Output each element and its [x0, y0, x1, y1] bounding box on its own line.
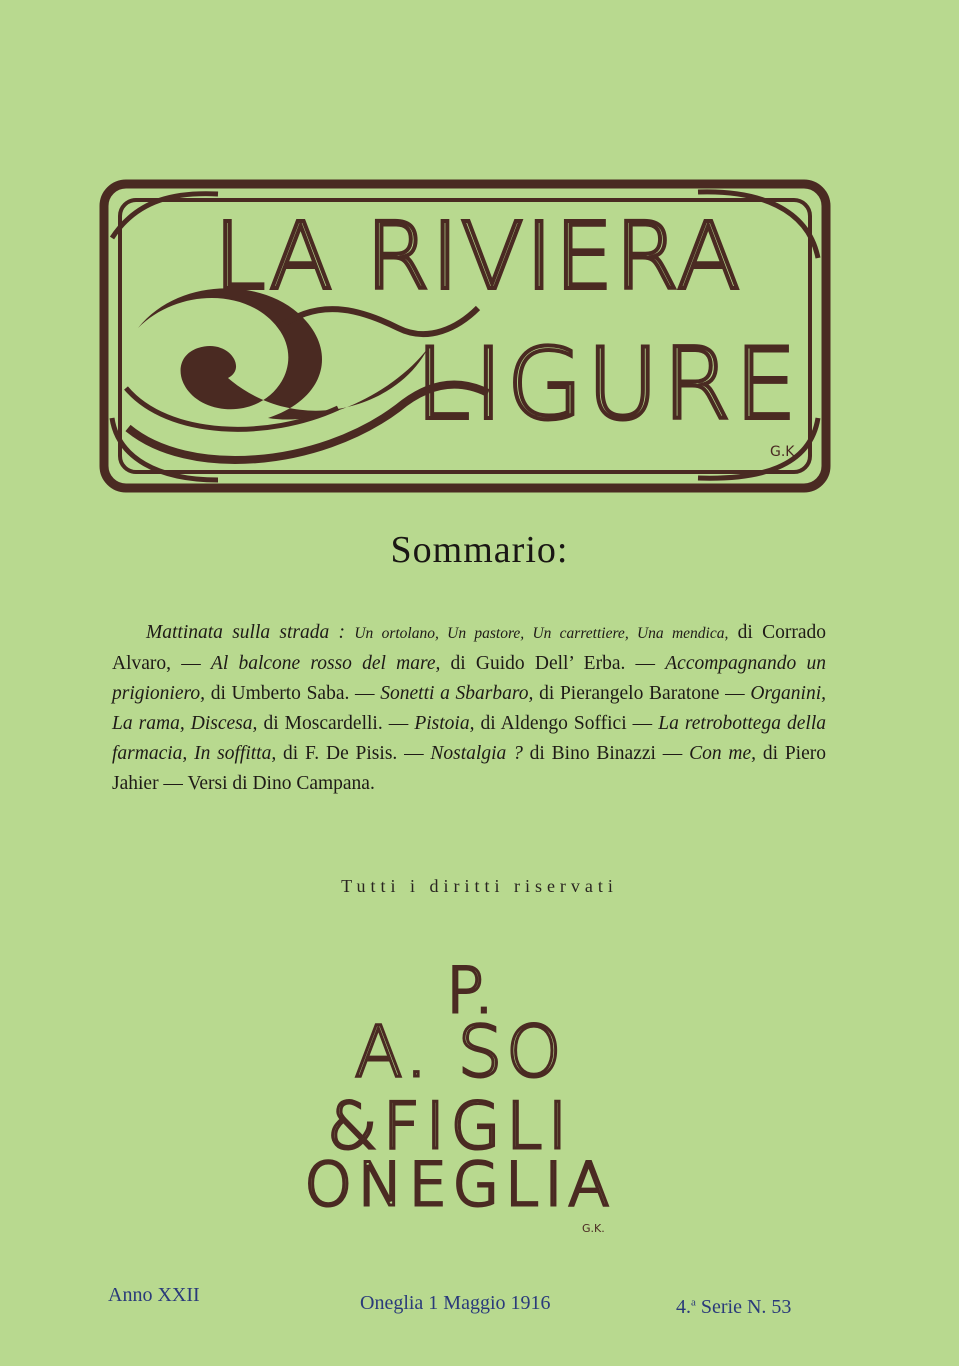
summary-title: Sonetti a Sbarbaro,	[380, 683, 534, 704]
sommario-text	[112, 618, 826, 799]
printer-mark	[300, 940, 630, 1240]
summary-text: di Pierangelo Baratone —	[533, 683, 751, 704]
footer-serie	[676, 1296, 791, 1319]
footer-serie-num: 4.	[676, 1296, 691, 1318]
printer-mark-monogram: G.K.	[582, 1222, 605, 1235]
summary-title: Con me,	[689, 743, 757, 764]
footer-serie-rest: Serie N. 53	[695, 1296, 792, 1318]
summary-title: Nostalgia ?	[430, 743, 523, 764]
summary-title: Organini, La rama, Discesa,	[112, 683, 826, 734]
sommario-heading: Sommario:	[390, 529, 569, 571]
masthead-logo	[98, 178, 832, 494]
summary-title: Pistoia,	[414, 713, 475, 734]
summary-title: Al balcone rosso del mare,	[210, 653, 441, 674]
summary-text: di Corrado Alvaro, —	[112, 622, 826, 674]
summary-text: di F. De Pisis. —	[276, 743, 431, 764]
rights-notice: Tutti i diritti riservati	[341, 876, 618, 896]
printer-mark-art	[300, 940, 630, 1240]
summary-text: di Piero Jahier — Versi di Dino Campana.	[112, 743, 826, 794]
footer-place-date: Oneglia 1 Maggio 1916	[360, 1292, 551, 1314]
printer-mark-line2: &FIGLI	[327, 1090, 573, 1164]
footer-anno: Anno XXII	[108, 1284, 200, 1306]
summary-title: Accompagnando un prigioniero,	[112, 653, 826, 704]
masthead-line2: LIGURE	[415, 328, 801, 442]
summary-title: Mattinata sulla strada :	[146, 622, 346, 643]
printer-mark-line1: A. SO	[354, 1011, 566, 1093]
summary-text: di Moscardelli. —	[257, 713, 415, 734]
summary-title: La retrobottega della farmacia, In soffitta,	[112, 713, 827, 764]
masthead-monogram: G.K.	[770, 444, 799, 460]
summary-text: di Aldengo Soffici —	[474, 713, 659, 734]
summary-title: Un ortolano, Un pastore, Un carrettiere, Una mendica,	[354, 625, 729, 642]
masthead-line1: LA RIVIERA	[214, 203, 742, 310]
summary-text: di Guido Dell’ Erba. —	[440, 653, 666, 674]
footer-serie-sup: a	[691, 1296, 696, 1309]
masthead-frame	[98, 178, 832, 494]
summary-text: di Umberto Saba. —	[205, 683, 381, 704]
printer-mark-p: P.	[446, 954, 494, 1027]
printer-mark-line3: ONEGLIA	[304, 1150, 616, 1220]
summary-text: di Bino Binazzi —	[522, 743, 690, 764]
summary-text	[345, 622, 354, 643]
